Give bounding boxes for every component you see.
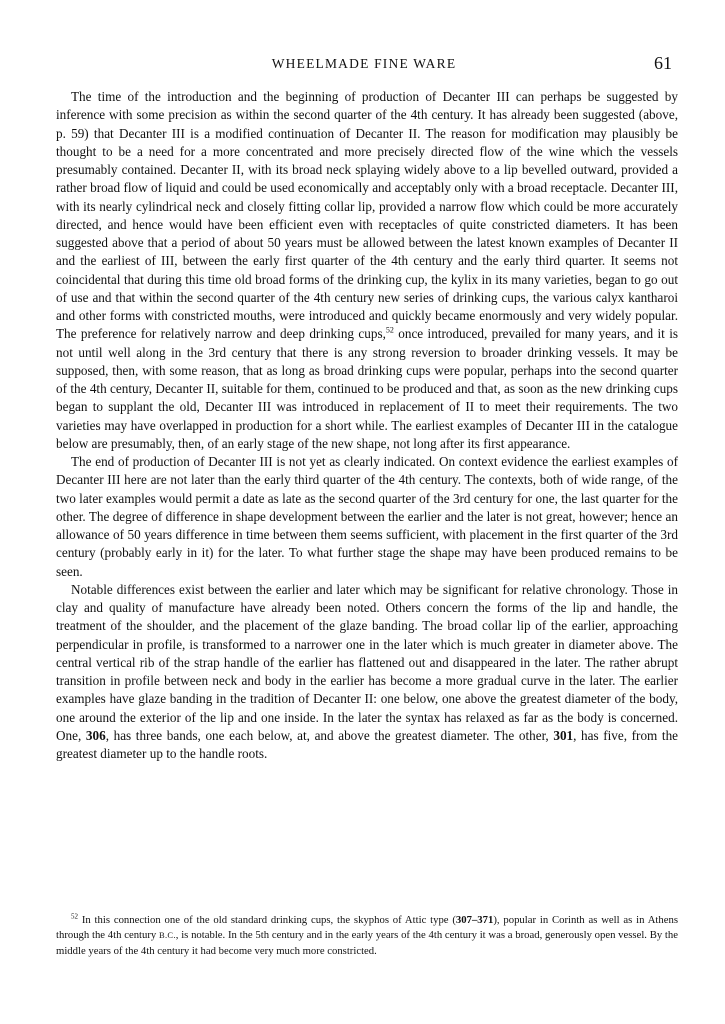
footnote-catalogue-range: 307–371 (455, 914, 494, 926)
footnote-reference: 52 (385, 325, 394, 335)
footnote (56, 913, 678, 959)
footnote-52 (56, 913, 678, 959)
paragraph-1 (56, 88, 678, 453)
paragraph-3 (56, 581, 678, 764)
catalogue-number-301: 301 (553, 727, 574, 743)
paragraph-1-text-continued: once introduced, prevailed for many years, and it is not until well along in the 3rd century that there is any strong reversion to broader drinking vessels. It may be supposed, then, with some reason, that as long as broad drinking cups were popular, perhaps into the second quarter of the 4th century, Decanter II, suitable for them, continued to be produced and that, as soon as the new drinking cups began to supplant the old, Decanter III was introduced in replacement of II to meet their requirements. The two varieties may have overlapped in production for a short while. The earliest examples of Decanter III in the catalogue below are presumably, then, of an early stage of the new shape, not long after its first appearance. (56, 326, 678, 451)
footnote-text-3: , is notable. In the 5th century and in the early years of the 4th century it was a broad, generously open vessel. By the middle years of the 4th century it had become very much more constricted. (56, 929, 678, 957)
running-head (56, 53, 672, 78)
footnote-text-1: In this connection one of the old standard drinking cups, the skyphos of Attic type ( (78, 914, 456, 926)
page-number: 61 (654, 53, 672, 73)
paragraph-2 (56, 453, 678, 581)
footnote-number: 52 (71, 912, 78, 921)
running-title: WHEELMADE FINE WARE (271, 56, 457, 71)
footnote-text-2: ), popular in Corinth as well as in Athens through the 4th century (56, 914, 678, 942)
paragraph-3-text: Notable differences exist between the earlier and later which may be significant for relative chronology. Those in clay and quality of manufacture have already been noted. Others concern the forms of the lip and handle, the treatment of the shoulder, and the placement of the glaze banding. The broad collar lip of the earlier, approaching perpendicular in profile, is transformed to a narrower one in the later which is much greater in diameter above. The central vertical rib of the strap handle of the earlier has flattened out and disappeared in the later. The rather abrupt transition in profile between neck and body in the earlier has become a more gradual curve in the later. The earlier examples have glaze banding in the tradition of Decanter II: one below, one above the greatest diameter of the body, one around the exterior of the lip and one inside. In the later the syntax has relaxed as far as the body is concerned. One, (56, 581, 678, 743)
catalogue-number-306: 306 (85, 727, 106, 743)
paragraph-3-text-end: , has five, from the greatest diameter up to the handle roots. (56, 727, 679, 761)
footnote-era: B.C. (159, 930, 176, 941)
paragraph-1-text: The time of the introduction and the beginning of production of Decanter III can perhaps be suggested by inference with some precision as within the second quarter of the 4th century. It has already been suggested (above, p. 59) that Decanter III is a modified continuation of Decanter II. The reason for modification may plausibly be thought to be a need for a more concentrated and more precisely directed flow of the wine which the vessels presumably contained. Decanter II, with its broad neck splaying widely above to a lip bevelled outward, provided a rather broad flow of liquid and could be used economically and acceptably only with a broad receptacle. Decanter III, with its nearly cylindrical neck and closely fitting collar lip, provided a narrow flow which could be more accurately directed, and hence would have been efficient even with receptacles of quite constricted diameters. It has been suggested above that a period of about 50 years must be allowed between the latest known examples of Decanter II and the earliest of III, between the early first quarter of the 4th century and the early third quarter. It seems not coincidental that during this time old broad forms of the drinking cup, the kylix in its many varieties, began to go out of use and that within the second quarter of the 4th century new series of drinking cups, the various calyx kantharoi and other forms with constricted mouths, were introduced and quickly became enormously and very widely popular. The preference for relatively narrow and deep drinking cups, (56, 89, 678, 342)
paragraph-2-text: The end of production of Decanter III is not yet as clearly indicated. On context evidence the earliest examples of Decanter III here are not later than the early third quarter of the 4th century. The contexts, both of wide range, of the two later examples would permit a date as late as the second quarter of the 3rd century for one, the last quarter for the other. The degree of difference in shape development between the earlier and the later is not great, however; hence an allowance of 50 years difference in time between them seems sufficient, with placement in the first quarter of the 3rd century (probably early in it) for the later. To what further stage the shape may have been produced remains to be seen. (56, 454, 678, 579)
body-text (56, 88, 678, 763)
paragraph-3-text-middle: , has three bands, one each below, at, and above the greatest diameter. The other, (105, 727, 549, 743)
